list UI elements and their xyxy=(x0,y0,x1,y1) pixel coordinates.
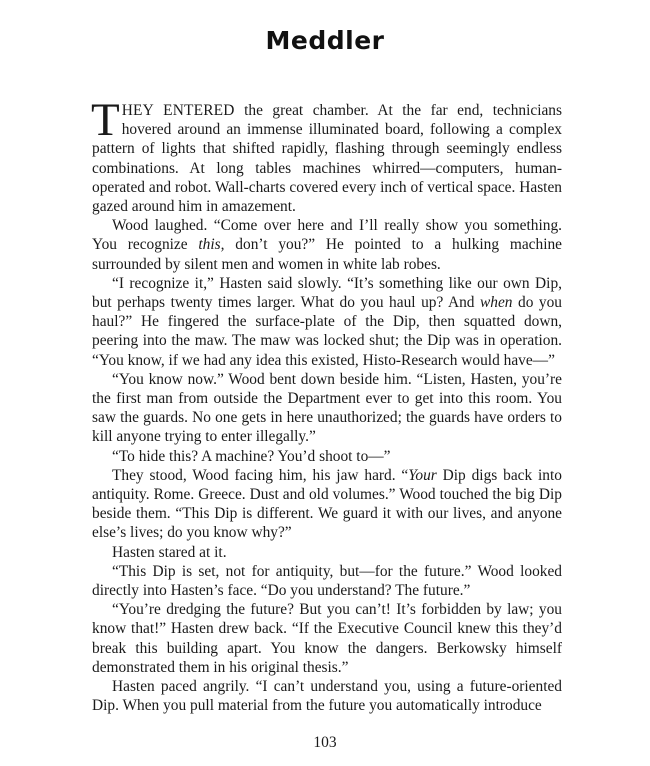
drop-cap: T xyxy=(91,94,120,146)
text-run: Hasten paced angrily. “I can’t understand you, using a future-oriented Dip. When you pull material from the future you automatically introduce xyxy=(92,678,562,715)
text-run: “You’re dredging the future? But you can’t! It’s forbidden by law; you know that!” Hasten drew back. “If the Executive Council knew this they’d break this building apart. You know the dangers. Berkowsky himself demonstrated them in his original thesis.” xyxy=(92,601,562,676)
chapter-title: Meddler xyxy=(265,26,385,55)
text-run: don’t you?” He pointed to a hulking machine surrounded by silent men and women in white lab robes. xyxy=(92,236,562,273)
paragraph-3 xyxy=(92,274,562,370)
lead-in: HEY ENTERED xyxy=(121,102,235,119)
paragraph-2 xyxy=(92,216,562,274)
paragraph-5 xyxy=(92,447,562,466)
text-run: Dip digs back into antiquity. Rome. Greece. Dust and old volumes.” Wood touched the big Dip beside them. “This Dip is different. We guard it with our lives, and anyone else’s lives; do you know why?” xyxy=(92,466,562,542)
page-number: 103 xyxy=(313,734,337,751)
italic-run: this, xyxy=(198,236,225,254)
text-run: “To hide this? A machine? You’d shoot to—” xyxy=(112,447,391,465)
italic-run: when xyxy=(479,294,513,312)
text-run: “I recognize it,” Hasten said slowly. “It’s something like our own Dip, but perhaps twenty times larger. What do you haul up? And xyxy=(92,274,562,312)
italic-run: Your xyxy=(408,466,437,484)
text-run: Wood laughed. “Come over here and I’ll really show you something. You recognize xyxy=(92,217,562,254)
text-run: “You know now.” Wood bent down beside him. “Listen, Hasten, you’re the first man from outside the Department ever to get into this room. You saw the guards. No one gets in here unauthorized; the guards have orders to kill anyone trying to enter illegally.” xyxy=(92,370,562,446)
paragraph-text: the great chamber. At the far end, technicians hovered around an immense illuminated board, following a complex pattern of lights that shifted rapidly, flashing through seemingly endless combinations. At long tables machines whirred—computers, human-operated and robot. Wall-charts covered every inch of vertical space. Hasten gazed around him in amazement. xyxy=(92,102,562,216)
paragraph-4 xyxy=(92,370,562,447)
paragraph-1 xyxy=(91,94,562,216)
paragraph-10 xyxy=(92,677,562,715)
text-run: They stood, Wood facing him, his jaw hard. “ xyxy=(112,466,409,484)
paragraph-8 xyxy=(92,562,562,600)
text-run: Hasten stared at it. xyxy=(112,543,227,561)
body-text xyxy=(91,94,562,716)
paragraph-7 xyxy=(92,543,562,562)
paragraph-6 xyxy=(92,466,562,543)
text-run: “This Dip is set, not for antiquity, but—for the future.” Wood looked directly into Hasten’s face. “Do you understand? The future.” xyxy=(92,562,562,600)
paragraph-9 xyxy=(92,600,562,677)
text-run: do you haul?” He fingered the surface-plate of the Dip, then squatted down, peering into the maw. The maw was locked shut; the Dip was in operation. “You know, if we had any idea this existed, Histo-Research would have—” xyxy=(92,294,562,369)
